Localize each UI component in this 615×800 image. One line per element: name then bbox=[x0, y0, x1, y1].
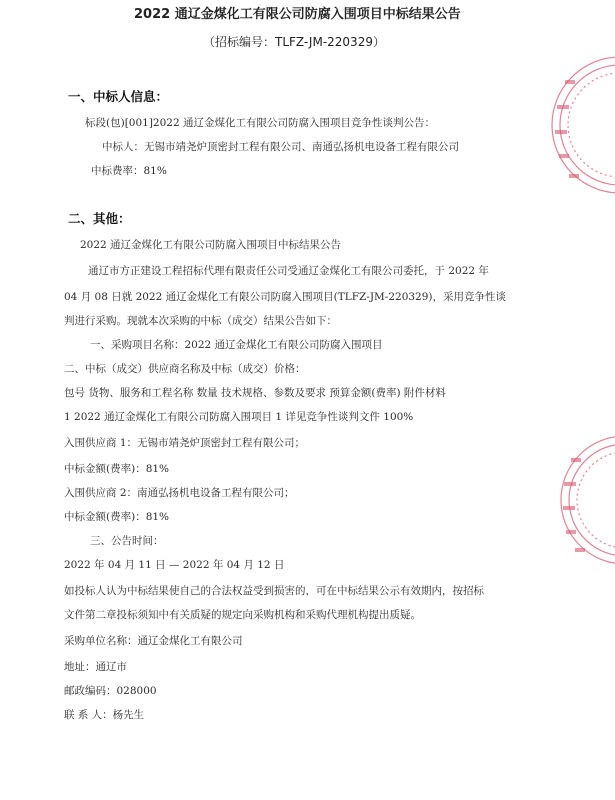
supplier-2-rate: 中标金额(费率)：81% bbox=[64, 511, 170, 523]
project-name: 一、采购项目名称：2022 通辽金煤化工有限公司防腐入围项目 bbox=[90, 339, 383, 351]
address: 地址：通辽市 bbox=[64, 661, 127, 673]
purchaser: 采购单位名称：通辽金煤化工有限公司 bbox=[64, 635, 243, 647]
announcement-time-heading: 三、公告时间： bbox=[90, 535, 164, 547]
contact: 联 系 人：杨先生 bbox=[64, 709, 145, 721]
section-heading-winner-info: 一、中标人信息： bbox=[68, 89, 169, 104]
tender-number: （招标编号：TLFZ-JM-220329） bbox=[203, 35, 385, 49]
supplier-2: 入围供应商 2：南通弘扬机电设备工程有限公司； bbox=[64, 487, 295, 499]
table-header: 包号 货物、服务和工程名称 数量 技术规格、参数及要求 预算金额(费率) 附件材料 bbox=[64, 387, 446, 399]
objection-line: 文件第二章投标须知中有关质疑的规定向采购机构和采购代理机构提出质疑。 bbox=[64, 609, 421, 621]
objection-line: 如投标人认为中标结果使自己的合法权益受到损害的，可在中标结果公示有效期内，按招标 bbox=[64, 585, 484, 597]
paragraph-line: 通辽市方正建设工程招标代理有限责任公司受通辽金煤化工有限公司委托，于 2022 年 bbox=[88, 265, 489, 277]
paragraph-line: 判进行采购。现就本次采购的中标（成交）结果公告如下： bbox=[64, 315, 337, 327]
section-heading-other: 二、其他： bbox=[68, 211, 131, 226]
lot-info: 标段(包)[001]2022 通辽金煤化工有限公司防腐入围项目竞争性谈判公告： bbox=[85, 117, 435, 129]
document-title: 2022 通辽金煤化工有限公司防腐入围项目中标结果公告 bbox=[134, 7, 461, 22]
supplier-1: 入围供应商 1：无锡市靖尧炉顶密封工程有限公司； bbox=[64, 437, 306, 449]
supplier-1-rate: 中标金额(费率)：81% bbox=[64, 463, 170, 475]
paragraph-line: 04 月 08 日就 2022 通辽金煤化工有限公司防腐入围项目(TLFZ-JM-220329)，采用竞争性谈 bbox=[64, 291, 507, 303]
date-range: 2022 年 04 月 11 日 — 2022 年 04 月 12 日 bbox=[64, 559, 285, 571]
notice-title: 2022 通辽金煤化工有限公司防腐入围项目中标结果公告 bbox=[80, 239, 342, 251]
winning-rate: 中标费率：81% bbox=[91, 165, 167, 177]
postcode: 邮政编码：028000 bbox=[64, 685, 157, 697]
supplier-heading: 二、中标（成交）供应商名称及中标（成交）价格： bbox=[64, 363, 306, 375]
table-row: 1 2022 通辽金煤化工有限公司防腐入围项目 1 详见竞争性谈判文件 100% bbox=[64, 411, 414, 423]
winners: 中标人：无锡市靖尧炉顶密封工程有限公司、南通弘扬机电设备工程有限公司 bbox=[102, 141, 459, 153]
seal-stamp-icon bbox=[545, 50, 615, 200]
seal-stamp-icon bbox=[555, 430, 615, 570]
